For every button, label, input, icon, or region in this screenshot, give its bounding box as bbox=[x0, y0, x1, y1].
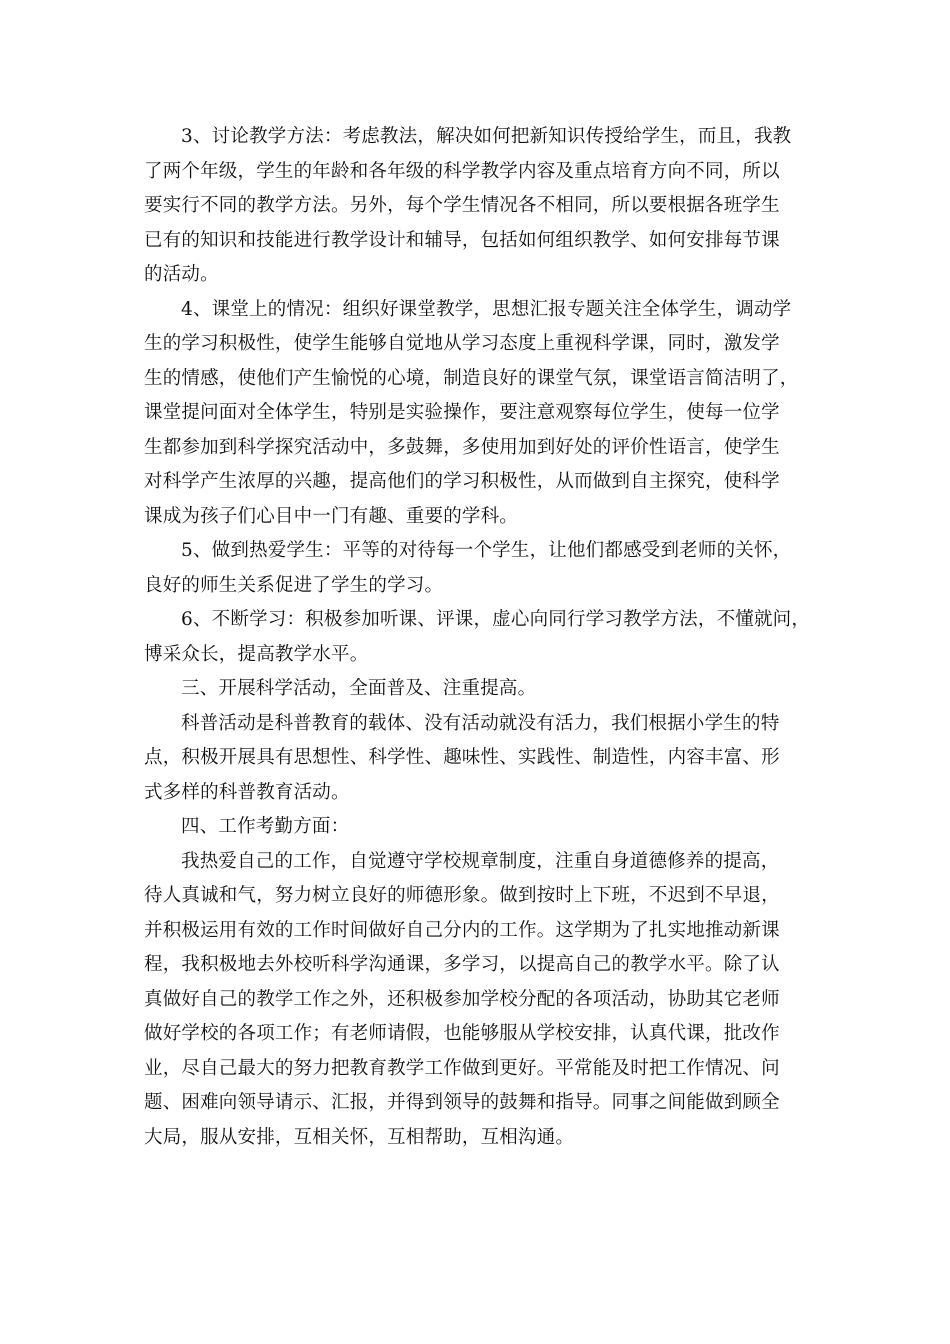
science-activity-line-3: 式多样的科普教育活动。 bbox=[144, 781, 350, 803]
attendance-line-7: 业，尽自己最大的努力把教育教学工作做到更好。平常能及时把工作情况、问 bbox=[144, 1057, 780, 1079]
attendance-line-2: 待人真诚和气，努力树立良好的师德形象。做到按时上下班，不迟到不早退， bbox=[144, 885, 780, 906]
section-3-heading: 三、开展科学活动，全面普及、注重提高。 bbox=[181, 678, 537, 699]
document-body bbox=[144, 120, 814, 1155]
paragraph-4-line-5: 生都参加到科学探究活动中，多鼓舞，多使用加到好处的评价性语言，使学生 bbox=[144, 436, 780, 458]
paragraph-3-line-4: 已有的知识和技能进行教学设计和辅导，包括如何组织教学、如何安排每节课 bbox=[144, 229, 780, 251]
attendance-line-8: 题、困难向领导请示、汇报，并得到领导的鼓舞和指导。同事之间能做到顾全 bbox=[144, 1092, 780, 1113]
paragraph-6-line-1: 6、不断学习：积极参加听课、评课，虚心向同行学习教学方法，不懂就问， bbox=[181, 609, 811, 630]
paragraph-3-line-2: 了两个年级，学生的年龄和各年级的科学教学内容及重点培育方向不同，所以 bbox=[144, 160, 780, 182]
attendance-line-9: 大局，服从安排，互相关怀，互相帮助，互相沟通。 bbox=[144, 1126, 575, 1148]
paragraph-5-line-1: 5、做到热爱学生：平等的对待每一个学生，让他们都感受到老师的关怀， bbox=[181, 540, 792, 561]
paragraph-4-line-3: 生的情感，使他们产生愉悦的心境，制造良好的课堂气氛，课堂语言简洁明了， bbox=[144, 367, 799, 389]
attendance-line-1: 我热爱自己的工作，自觉遵守学校规章制度，注重自身道德修养的提高， bbox=[181, 850, 780, 872]
science-activity-line-2: 点，积极开展具有思想性、科学性、趣味性、实践性、制造性，内容丰富、形 bbox=[144, 747, 780, 768]
attendance-line-5: 真做好自己的教学工作之外，还积极参加学校分配的各项活动，协助其它老师 bbox=[144, 988, 780, 1010]
attendance-line-6: 做好学校的各项工作；有老师请假，也能够服从学校安排，认真代课，批改作 bbox=[144, 1023, 780, 1044]
paragraph-6-line-2: 博采众长，提高教学水平。 bbox=[144, 643, 369, 665]
science-activity-line-1: 科普活动是科普教育的载体、没有活动就没有活力，我们根据小学生的特 bbox=[181, 712, 780, 734]
paragraph-4-line-2: 生的学习积极性，使学生能够自觉地从学习态度上重视科学课，同时，激发学 bbox=[144, 333, 780, 354]
paragraph-4-line-7: 课成为孩子们心目中一门有趣、重要的学科。 bbox=[144, 505, 519, 527]
paragraph-4-line-6: 对科学产生浓厚的兴趣，提高他们的学习积极性，从而做到自主探究，使科学 bbox=[144, 471, 780, 492]
attendance-line-3: 并积极运用有效的工作时间做好自己分内的工作。这学期为了扎实地推动新课 bbox=[144, 919, 780, 941]
paragraph-3-line-5: 的活动。 bbox=[144, 264, 219, 285]
paragraph-4-line-4: 课堂提问面对全体学生，特别是实验操作，要注意观察每位学生，使每一位学 bbox=[144, 402, 780, 423]
section-4-heading: 四、工作考勤方面： bbox=[181, 816, 350, 837]
attendance-line-4: 程，我积极地去外校听科学沟通课，多学习，以提高自己的教学水平。除了认 bbox=[144, 954, 780, 975]
paragraph-5-line-2: 良好的师生关系促进了学生的学习。 bbox=[144, 574, 444, 596]
paragraph-3-line-3: 要实行不同的教学方法。另外，每个学生情况各不相同，所以要根据各班学生 bbox=[144, 195, 780, 216]
paragraph-3-line-1: 3、讨论教学方法：考虑教法，解决如何把新知识传授给学生，而且，我教 bbox=[181, 126, 792, 147]
paragraph-4-line-1: 4、课堂上的情况：组织好课堂教学，思想汇报专题关注全体学生，调动学 bbox=[181, 298, 792, 320]
